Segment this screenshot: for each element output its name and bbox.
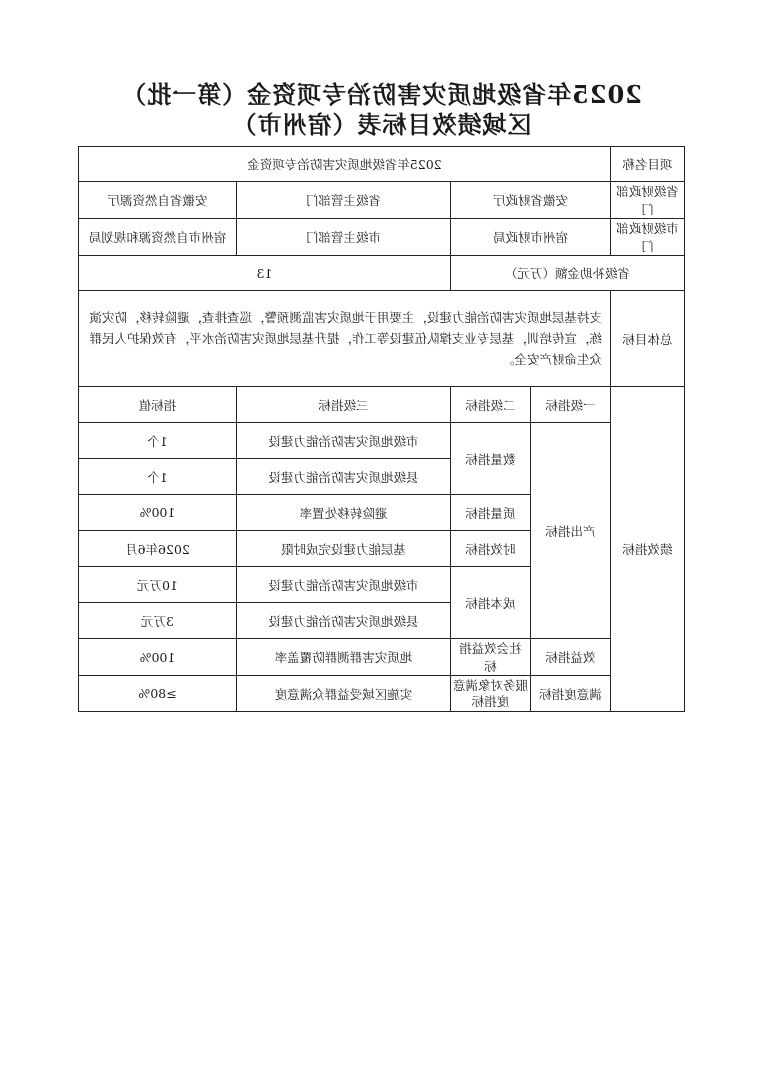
performance-target-table	[78, 146, 685, 712]
header-level3: 三级指标	[237, 387, 451, 423]
service-satisfaction-label: 服务对象满意度指标	[451, 676, 531, 712]
document-title-line-1: 2025年省级地质灾害防治专项资金（第一批）	[121, 80, 642, 109]
header-level1: 一级指标	[531, 387, 611, 423]
cost-indicator-label: 成本指标	[451, 567, 531, 639]
indicator-name: 避险转移处置率	[237, 495, 451, 531]
city-finance-label: 市级财政部门	[611, 219, 685, 256]
indicator-value: 10万元	[78, 567, 236, 603]
quantity-indicator-label: 数量指标	[451, 423, 531, 495]
indicator-name: 实施区域受益群众满意度	[237, 676, 451, 712]
indicator-name: 县级地质灾害防治能力建设	[237, 603, 451, 639]
indicator-value: 3万元	[78, 603, 236, 639]
city-dept-value: 宿州市自然资源和规划局	[78, 219, 236, 256]
overall-goal-label: 总体目标	[611, 291, 685, 387]
overall-goal-text: 支持基层地质灾害防治能力建设，主要用于地质灾害监测预警，巡查排查，避险转移，防灾演练，宣传培训，基层专业支撑队伍建设等工作，提升基层地质灾害防治水平，有效保护人民群众生命财产安全。	[78, 291, 610, 387]
output-indicator-label: 产出指标	[531, 423, 611, 639]
indicator-value: 2026年6月	[78, 531, 236, 567]
provincial-dept-value: 安徽省自然资源厅	[78, 182, 236, 219]
indicator-name: 基层能力建设完成时限	[237, 531, 451, 567]
indicator-value: 1个	[78, 459, 236, 495]
header-value: 指标值	[78, 387, 236, 423]
row-indicator-headers	[78, 387, 684, 423]
provincial-finance-label: 省级财政部门	[611, 182, 685, 219]
provincial-dept-label: 省级主管部门	[237, 182, 451, 219]
city-dept-label: 市级主管部门	[237, 219, 451, 256]
timeliness-indicator-label: 时效指标	[451, 531, 531, 567]
performance-indicators-label: 绩效指标	[611, 387, 685, 712]
benefit-indicator-label: 效益指标	[531, 639, 611, 676]
project-name-value: 2025年省级地质灾害防治专项资金	[78, 147, 610, 182]
indicator-value: ≥80%	[78, 676, 236, 712]
indicator-name: 市级地质灾害防治能力建设	[237, 423, 451, 459]
indicator-value: 1个	[78, 423, 236, 459]
document-title-line-2: 区域绩效目标表（宿州市）	[231, 110, 532, 139]
table-row	[78, 423, 684, 459]
project-name-label: 项目名称	[611, 147, 685, 182]
row-project-name	[78, 147, 684, 182]
social-benefit-label: 社会效益指标	[451, 639, 531, 676]
city-finance-value: 宿州市财政局	[451, 219, 611, 256]
row-subsidy	[78, 256, 684, 291]
row-overall-goal	[78, 291, 684, 387]
quality-indicator-label: 质量指标	[451, 495, 531, 531]
row-city-depts	[78, 219, 684, 256]
row-provincial-depts	[78, 182, 684, 219]
indicator-name: 地质灾害群测群防覆盖率	[237, 639, 451, 676]
indicator-name: 市级地质灾害防治能力建设	[237, 567, 451, 603]
table-row	[78, 676, 684, 712]
table-row	[78, 639, 684, 676]
subsidy-label: 省级补助金额（万元）	[451, 256, 685, 291]
subsidy-value: 13	[78, 256, 450, 291]
indicator-value: 100%	[78, 639, 236, 676]
header-level2: 二级指标	[451, 387, 531, 423]
provincial-finance-value: 安徽省财政厅	[451, 182, 611, 219]
satisfaction-indicator-label: 满意度指标	[531, 676, 611, 712]
indicator-name: 县级地质灾害防治能力建设	[237, 459, 451, 495]
indicator-value: 100%	[78, 495, 236, 531]
